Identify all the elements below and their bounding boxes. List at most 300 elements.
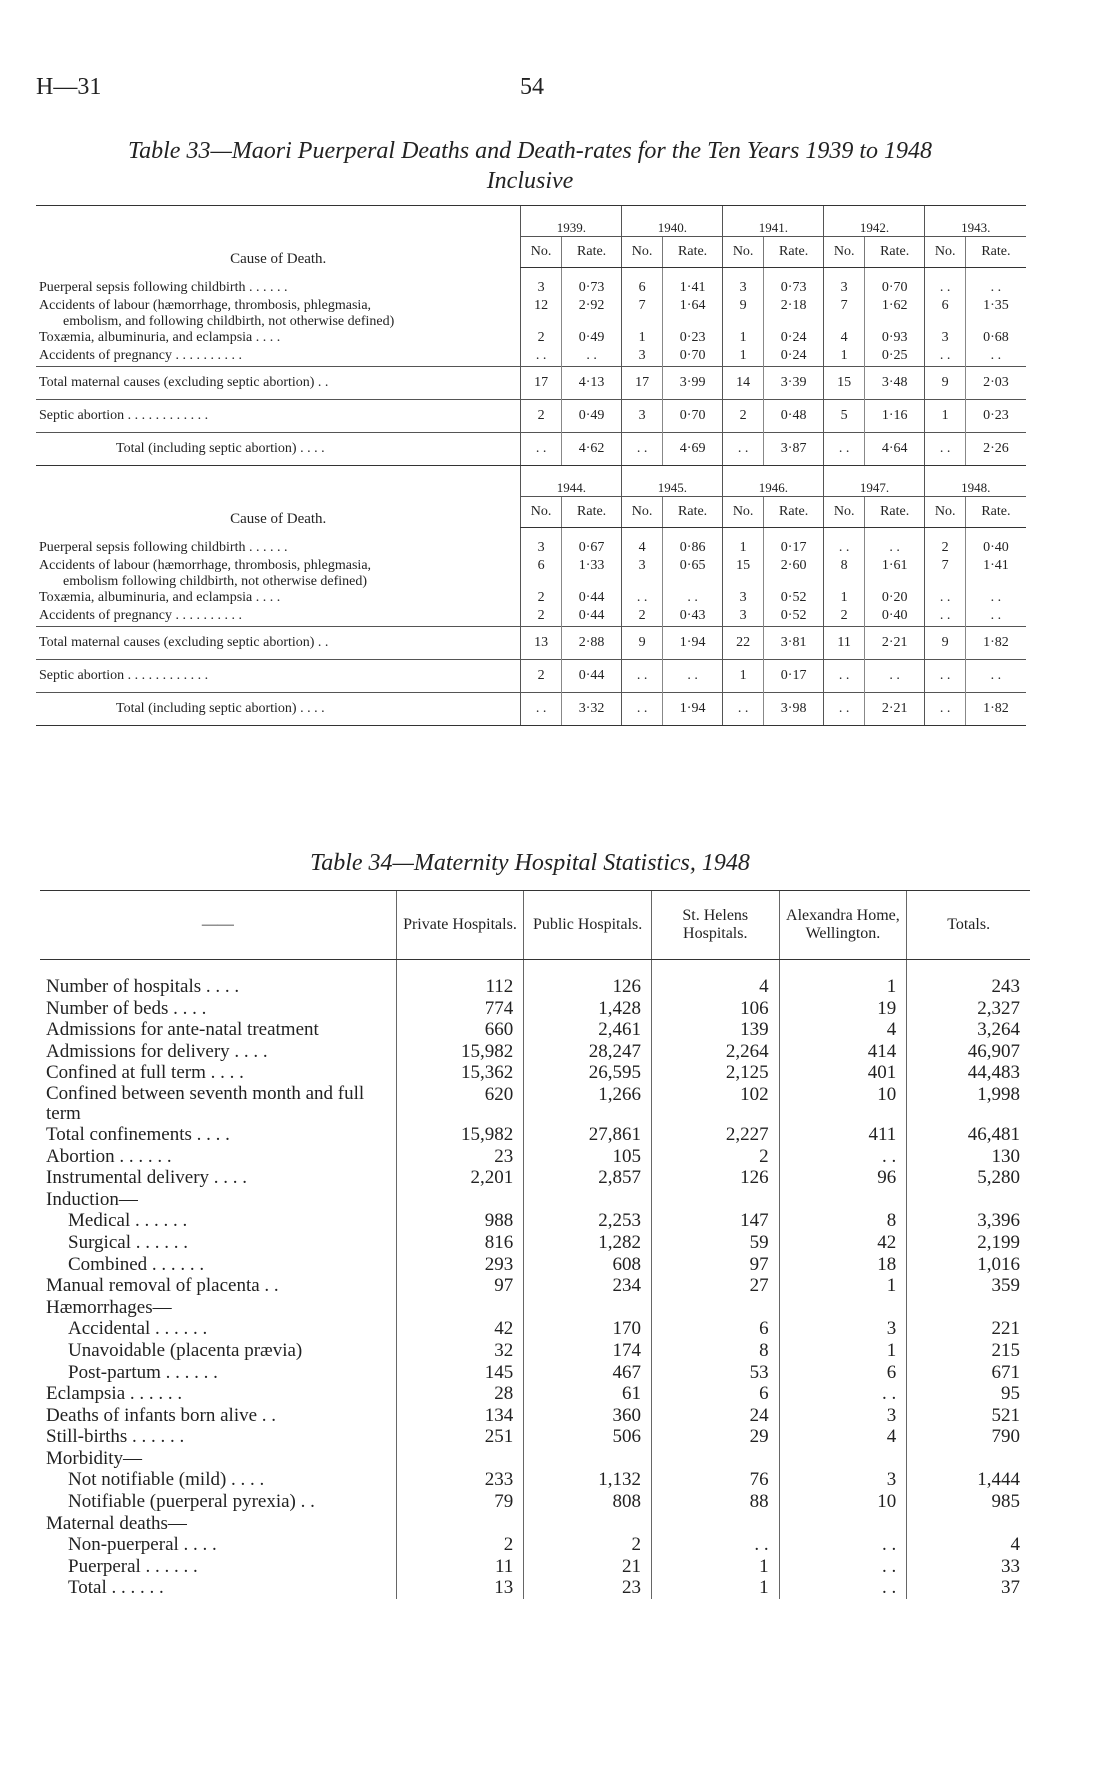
alexandra-value: . . [779,1383,907,1405]
total-including-septic-row-label: Total (including septic abortion) . . . . [36,433,521,466]
public-value [524,1189,652,1211]
death-rate: 4·64 [864,433,925,466]
death-rate: . . [662,590,723,608]
spacer-cell [622,528,662,541]
total-maternal-row [36,627,1026,660]
table33-header-years [36,466,1026,497]
cause-label [36,540,521,558]
spacer-cell [824,268,864,281]
death-rate: 0·70 [864,280,925,298]
no-header: No. [622,497,662,528]
alexandra-value: . . [779,1534,907,1556]
rate-header: Rate. [864,497,925,528]
cause-label [36,348,521,367]
public-value: 170 [524,1318,652,1340]
spacer-cell [561,528,622,541]
statistic-label-text: Manual removal of placenta . . [46,1275,279,1297]
st-helens-value [651,1513,779,1535]
statistic-label-text: Number of beds . . . . [46,997,207,1019]
cause-row [36,330,1026,348]
death-rate: 0·20 [864,590,925,608]
private-value: 15,362 [396,1062,524,1084]
private-value: 15,982 [396,1124,524,1146]
death-count: 15 [824,367,864,400]
year-header: 1945. [622,466,723,497]
death-count: 2 [723,400,763,433]
statistic-label [40,1491,396,1513]
total-including-septic-row [36,693,1026,726]
death-rate: 0·23 [965,400,1026,433]
alexandra-value: 10 [779,1491,907,1513]
private-value: 97 [396,1275,524,1297]
st-helens-value: 53 [651,1362,779,1384]
public-value: 808 [524,1491,652,1513]
spacer-cell [763,268,824,281]
private-value [396,1513,524,1535]
spacer-cell [925,268,965,281]
death-count: 7 [925,558,965,590]
statistic-label [40,1124,396,1146]
st-helens-value: 76 [651,1469,779,1491]
st-helens-value: 1 [651,1556,779,1578]
cause-row [36,348,1026,367]
rate-header: Rate. [763,237,824,268]
alexandra-value: 96 [779,1167,907,1189]
death-rate: . . [965,660,1026,693]
death-rate: 1·64 [662,298,723,330]
death-count: . . [622,590,662,608]
death-rate: 0·24 [763,330,824,348]
statistic-row [40,1146,1030,1168]
death-rate: 0·86 [662,540,723,558]
table34-title: Table 34—Maternity Hospital Statistics, 1948 [310,850,750,876]
death-count: 5 [824,400,864,433]
spacer-cell [662,268,723,281]
statistic-label [40,1426,396,1448]
statistic-row [40,960,1030,998]
statistic-label [40,1297,396,1319]
death-rate: 0·73 [763,280,824,298]
death-count: 4 [622,540,662,558]
st-helens-value: 106 [651,998,779,1020]
statistic-row [40,1577,1030,1599]
death-rate: 2·60 [763,558,824,590]
totals-header: Totals. [907,891,1030,960]
cause-label-continuation: embolism following childbirth, not otherwise defined) [63,574,368,589]
total-value: 221 [907,1318,1030,1340]
private-value: 28 [396,1383,524,1405]
statistic-label [40,1513,396,1535]
year-header: 1941. [723,206,824,237]
st-helens-value: 27 [651,1275,779,1297]
death-count: 17 [521,367,561,400]
total-including-septic-row [36,433,1026,466]
death-rate: 0·24 [763,348,824,367]
statistic-row [40,1556,1030,1578]
statistic-label-text: Induction— [46,1188,138,1210]
private-value: 620 [396,1084,524,1124]
death-rate: 2·88 [561,627,622,660]
st-helens-value [651,1448,779,1470]
death-count: 8 [824,558,864,590]
death-count: . . [521,693,561,726]
death-count: 3 [723,280,763,298]
no-header: No. [925,497,965,528]
private-value [396,1448,524,1470]
statistic-label [40,1041,396,1063]
public-hospitals-header: Public Hospitals. [524,891,652,960]
death-count: 7 [622,298,662,330]
death-count: . . [925,433,965,466]
death-count: 14 [723,367,763,400]
death-count: . . [622,693,662,726]
total-value: 3,396 [907,1210,1030,1232]
statistic-label-text: Non-puerperal . . . . [68,1534,217,1556]
spacer-cell [864,268,925,281]
spacer-cell [864,528,925,541]
st-helens-value: 59 [651,1232,779,1254]
public-value: 126 [524,960,652,998]
statistic-label [40,1146,396,1168]
death-count: 2 [521,608,561,627]
death-rate: 0·44 [561,590,622,608]
statistic-label [40,1232,396,1254]
alexandra-value: 3 [779,1318,907,1340]
private-value: 112 [396,960,524,998]
death-count: 15 [723,558,763,590]
private-value: 988 [396,1210,524,1232]
total-value: 3,264 [907,1019,1030,1041]
cause-label-line: Accidents of labour (hæmorrhage, thrombosis, phlegmasia, [39,558,372,573]
death-count: 3 [723,590,763,608]
cause-row [36,280,1026,298]
year-header: 1939. [521,206,622,237]
cause-label-line: Puerperal sepsis following childbirth . . . . . . [39,540,288,555]
death-rate: . . [561,348,622,367]
rate-header: Rate. [662,237,723,268]
st-helens-value: 2 [651,1146,779,1168]
rate-header: Rate. [965,237,1026,268]
st-helens-value: 147 [651,1210,779,1232]
page-section-code: H—31 [36,74,102,100]
spacer-cell [561,268,622,281]
total-value: 985 [907,1491,1030,1513]
cause-label [36,330,521,348]
death-count: 3 [622,348,662,367]
spacer-cell [521,528,561,541]
death-count: 2 [521,330,561,348]
death-count: . . [824,660,864,693]
alexandra-value: . . [779,1146,907,1168]
death-count: 2 [521,660,561,693]
year-header: 1940. [622,206,723,237]
statistic-label [40,998,396,1020]
death-rate: 3·99 [662,367,723,400]
death-count: . . [925,590,965,608]
private-value: 293 [396,1254,524,1276]
death-count: 1 [723,660,763,693]
public-value: 21 [524,1556,652,1578]
statistic-label [40,1019,396,1041]
death-count: 3 [521,280,561,298]
public-value: 234 [524,1275,652,1297]
death-count: 1 [925,400,965,433]
statistic-row [40,1062,1030,1084]
cause-row [36,558,1026,590]
spacer-row [36,528,1026,541]
cause-label [36,590,521,608]
spacer-cell [723,528,763,541]
death-count: 9 [622,627,662,660]
table34 [40,890,1030,1599]
total-value: 5,280 [907,1167,1030,1189]
public-value: 1,428 [524,998,652,1020]
death-rate: 0·43 [662,608,723,627]
statistic-label-text: Unavoidable (placenta prævia) [68,1339,303,1361]
statistic-row [40,1189,1030,1211]
death-rate: 4·13 [561,367,622,400]
cause-label-continuation: embolism, and following childbirth, not otherwise defined) [63,314,395,329]
alexandra-value: 1 [779,960,907,998]
alexandra-value: 401 [779,1062,907,1084]
death-count: . . [925,348,965,367]
spacer-cell [622,268,662,281]
statistic-label-text: Maternal deaths— [46,1512,187,1534]
total-value: 359 [907,1275,1030,1297]
death-rate: . . [965,280,1026,298]
statistic-label-text: Instrumental delivery . . . . [46,1167,248,1189]
death-count: 9 [925,627,965,660]
spacer-cell [36,268,521,281]
cause-label [36,280,521,298]
death-rate: 0·67 [561,540,622,558]
statistic-label [40,1577,396,1599]
statistic-row [40,1405,1030,1427]
statistic-label [40,1062,396,1084]
death-count: 1 [824,348,864,367]
statistic-label-text: Notifiable (puerperal pyrexia) . . [68,1491,315,1513]
total-value: 1,998 [907,1084,1030,1124]
death-count: 2 [824,608,864,627]
death-count: . . [723,433,763,466]
cause-label-line: Puerperal sepsis following childbirth . . . . . . [39,280,288,295]
alexandra-value [779,1448,907,1470]
st-helens-value [651,1189,779,1211]
public-value: 608 [524,1254,652,1276]
st-helens-value: 29 [651,1426,779,1448]
death-rate: 0·52 [763,590,824,608]
statistic-label [40,1340,396,1362]
public-value [524,1297,652,1319]
private-value: 79 [396,1491,524,1513]
cause-of-death-header: Cause of Death. [36,466,521,528]
public-value: 27,861 [524,1124,652,1146]
death-rate: 0·65 [662,558,723,590]
death-rate: 1·33 [561,558,622,590]
total-value: 44,483 [907,1062,1030,1084]
cause-label [36,608,521,627]
table34-header-row [40,891,1030,960]
alexandra-value: 4 [779,1019,907,1041]
statistic-label [40,1405,396,1427]
death-count: . . [824,693,864,726]
st-helens-value: 88 [651,1491,779,1513]
alexandra-value [779,1189,907,1211]
st-helens-value: 139 [651,1019,779,1041]
alexandra-value: 19 [779,998,907,1020]
total-value: 33 [907,1556,1030,1578]
cause-label-line: Toxæmia, albuminuria, and eclampsia . . . . [39,330,281,345]
statistic-label-text: Accidental . . . . . . [68,1318,208,1340]
total-value: 46,907 [907,1041,1030,1063]
st-helens-hospitals-header: St. Helens Hospitals. [651,891,779,960]
private-value: 32 [396,1340,524,1362]
death-rate: . . [864,540,925,558]
cause-label-line: Accidents of pregnancy . . . . . . . . . . [39,348,242,363]
statistic-label [40,960,396,998]
alexandra-value: 3 [779,1405,907,1427]
statistic-label-text: Combined . . . . . . [68,1253,205,1275]
cause-label-line: Toxæmia, albuminuria, and eclampsia . . . . [39,590,281,605]
no-header: No. [824,237,864,268]
cause-of-death-header: Cause of Death. [36,206,521,268]
public-value: 174 [524,1340,652,1362]
st-helens-value: 4 [651,960,779,998]
statistic-label-text: Medical . . . . . . [68,1210,188,1232]
public-value: 360 [524,1405,652,1427]
year-header: 1943. [925,206,1026,237]
total-value: 243 [907,960,1030,998]
statistic-label [40,1254,396,1276]
public-value [524,1513,652,1535]
blank-header: —— [40,891,396,960]
death-count: 2 [622,608,662,627]
death-rate: 0·44 [561,608,622,627]
statistic-row [40,1019,1030,1041]
total-value [907,1448,1030,1470]
no-header: No. [723,497,763,528]
public-value: 61 [524,1383,652,1405]
death-rate: 4·62 [561,433,622,466]
death-count: 6 [925,298,965,330]
alexandra-value: 4 [779,1426,907,1448]
death-rate: 3·87 [763,433,824,466]
death-rate: 0·23 [662,330,723,348]
statistic-label-text: Eclampsia . . . . . . [46,1383,183,1405]
death-count: 2 [521,590,561,608]
total-value: 2,199 [907,1232,1030,1254]
death-count: . . [925,280,965,298]
death-rate: 0·25 [864,348,925,367]
statistic-label [40,1210,396,1232]
alexandra-value: . . [779,1577,907,1599]
total-maternal-row-label: Total maternal causes (excluding septic abortion) . . [36,367,521,400]
statistic-row [40,1254,1030,1276]
statistic-row [40,1448,1030,1470]
total-value: 2,327 [907,998,1030,1020]
private-value: 134 [396,1405,524,1427]
death-rate: 0·93 [864,330,925,348]
public-value: 26,595 [524,1062,652,1084]
death-count: 1 [622,330,662,348]
statistic-row [40,1469,1030,1491]
rate-header: Rate. [662,497,723,528]
private-value: 660 [396,1019,524,1041]
alexandra-home-header: Alexandra Home, Wellington. [779,891,907,960]
st-helens-value: 97 [651,1254,779,1276]
year-header: 1944. [521,466,622,497]
no-header: No. [824,497,864,528]
statistic-label-text: Morbidity— [46,1447,143,1469]
cause-label [36,298,521,330]
private-value: 23 [396,1146,524,1168]
st-helens-value: 6 [651,1383,779,1405]
total-value: 521 [907,1405,1030,1427]
statistic-label-text: Post-partum . . . . . . [68,1361,218,1383]
statistic-label-text: Confined between seventh month and full term [46,1082,365,1124]
year-header: 1942. [824,206,925,237]
public-value: 506 [524,1426,652,1448]
death-count: 3 [824,280,864,298]
death-rate: 1·82 [965,693,1026,726]
statistic-row [40,1232,1030,1254]
private-value: 42 [396,1318,524,1340]
death-rate: . . [965,348,1026,367]
statistic-label-text: Abortion . . . . . . [46,1145,172,1167]
total-maternal-row-label: Total maternal causes (excluding septic abortion) . . [36,627,521,660]
death-count: 6 [622,280,662,298]
private-hospitals-header: Private Hospitals. [396,891,524,960]
death-rate: 0·17 [763,660,824,693]
st-helens-value: 102 [651,1084,779,1124]
death-count: 1 [723,348,763,367]
statistic-label [40,1448,396,1470]
death-count: . . [824,433,864,466]
death-rate: 1·16 [864,400,925,433]
septic-abortion-row-label: Septic abortion . . . . . . . . . . . . [36,400,521,433]
statistic-label-text: Total . . . . . . [68,1577,164,1599]
death-rate: 0·68 [965,330,1026,348]
public-value: 1,282 [524,1232,652,1254]
death-rate: 3·48 [864,367,925,400]
private-value: 11 [396,1556,524,1578]
statistic-row [40,1041,1030,1063]
death-rate: 0·49 [561,400,622,433]
death-rate: 1·41 [662,280,723,298]
spacer-cell [965,268,1026,281]
death-rate: 1·82 [965,627,1026,660]
death-rate: 0·40 [864,608,925,627]
death-rate: 0·49 [561,330,622,348]
spacer-cell [723,268,763,281]
st-helens-value: 126 [651,1167,779,1189]
public-value: 1,132 [524,1469,652,1491]
statistic-row [40,1340,1030,1362]
death-count: 2 [925,540,965,558]
statistic-row [40,1318,1030,1340]
alexandra-value: 1 [779,1340,907,1362]
public-value: 105 [524,1146,652,1168]
statistic-row [40,1383,1030,1405]
septic-abortion-row [36,660,1026,693]
cause-label [36,558,521,590]
death-rate: 1·41 [965,558,1026,590]
statistic-row [40,998,1030,1020]
alexandra-value: 18 [779,1254,907,1276]
statistic-label-text: Confined at full term . . . . [46,1062,244,1084]
statistic-label-text: Not notifiable (mild) . . . . [68,1469,265,1491]
total-value: 4 [907,1534,1030,1556]
